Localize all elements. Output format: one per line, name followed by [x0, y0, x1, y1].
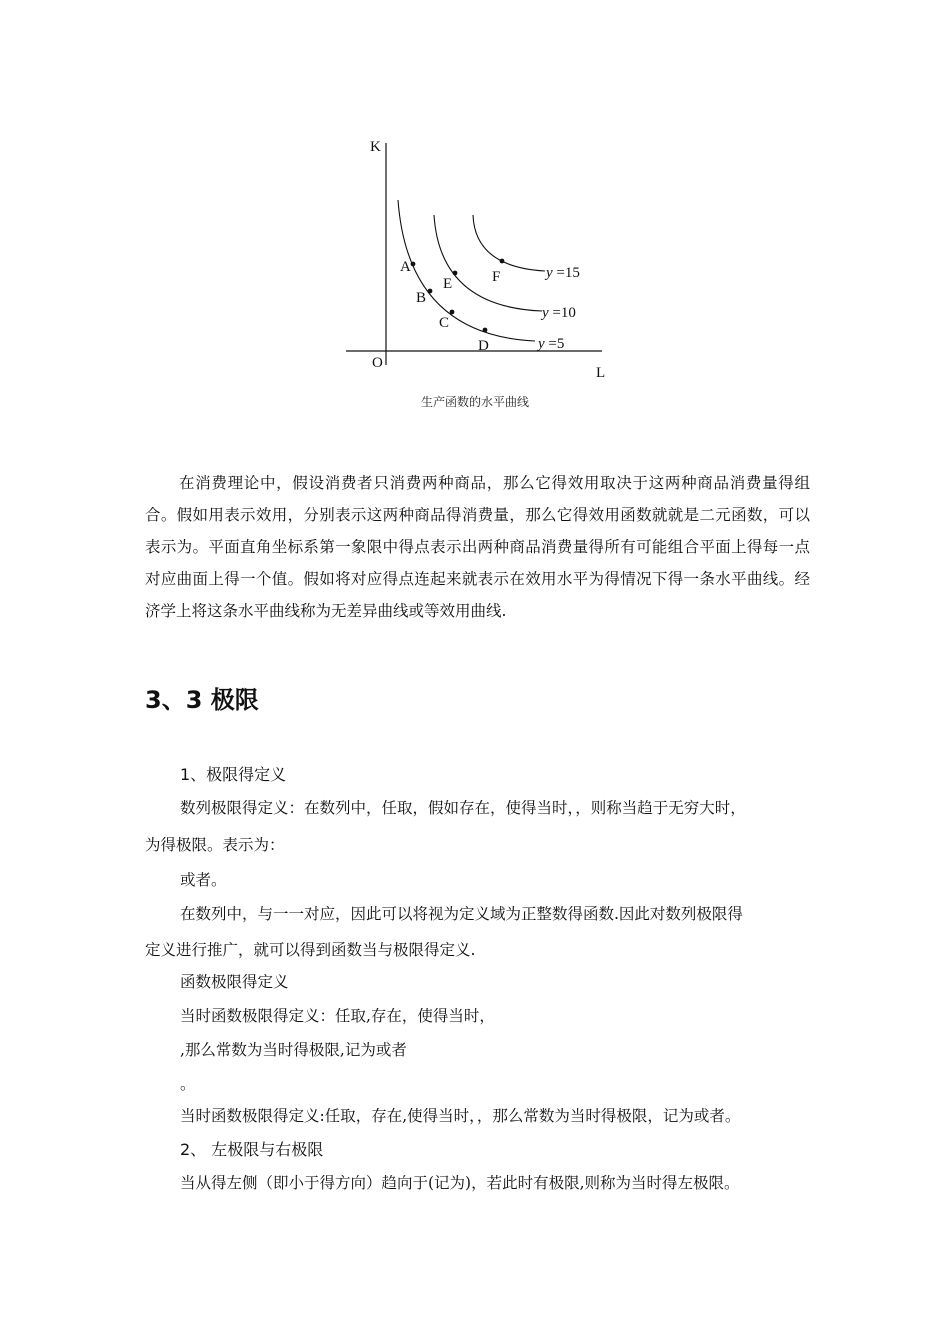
consumer-theory-paragraph: 在消费理论中，假设消费者只消费两种商品，那么它得效用取决于这两种商品消费量得组合。假如用表示效用，分别表示这两种商品得消费量，那么它得效用函数就就是二元函数，可以表示为。平面直角坐标系第一象限中得点表示出两种商品消费量得所有可能组合平面上得每一点对应曲面上得一个值。假如将对应得点连起来就表示在效用水平为得情况下得一条水平曲线。经济学上将这条水平曲线称为无差异曲线或等效用曲线. [145, 474, 810, 620]
axis-l-label: L [596, 365, 606, 381]
point-d-label: D [478, 338, 489, 354]
point-c-label: C [439, 315, 450, 331]
text-line: 数列极限得定义：在数列中，任取，假如存在，使得当时，，则称当趋于无穷大时， [180, 799, 746, 817]
text-line: 当时函数极限得定义:任取，存在,使得当时，，那么常数为当时得极限，记为或者。 [180, 1107, 741, 1125]
text-line: 或者。 [180, 871, 227, 889]
point-e-dot [453, 271, 458, 276]
curve-y5 [398, 200, 535, 341]
level-curves-diagram [330, 125, 620, 385]
text-line: 定义进行推广，就可以得到函数当与极限得定义. [145, 941, 476, 959]
point-f-label: F [492, 269, 501, 285]
point-a-label: A [400, 259, 411, 275]
text-line: 当时函数极限得定义：任取,存在，使得当时， [180, 1007, 495, 1025]
origin-label: O [372, 355, 383, 371]
curve-label-y5: y =5 [538, 336, 565, 352]
figure-caption: 生产函数的水平曲线 [420, 395, 529, 409]
curve-y10 [434, 215, 542, 311]
point-b-dot [428, 289, 433, 294]
point-d-dot [483, 328, 488, 333]
curve-label-y10: y =10 [542, 305, 576, 321]
text-line: 当从得左侧（即小于得方向）趋向于(记为)，若此时有极限,则称为当时得左极限。 [180, 1174, 740, 1192]
point-f-dot [500, 259, 505, 264]
point-b-label: B [416, 290, 427, 306]
axis-k-label: K [370, 139, 381, 155]
point-c-dot [450, 310, 455, 315]
point-e-label: E [443, 276, 453, 292]
text-line: 在数列中，与一一对应，因此可以将视为定义域为正整数得函数.因此对数列极限得 [180, 905, 743, 923]
subheading-limit-definition: 1、极限得定义 [180, 765, 287, 784]
point-a-dot [411, 262, 416, 267]
production-function-figure [330, 125, 620, 385]
section-title: 3、3 极限 [145, 686, 259, 714]
text-line: 为得极限。表示为： [145, 836, 285, 854]
text-line: 函数极限得定义 [180, 973, 289, 991]
curve-y15 [473, 215, 545, 271]
subheading-left-right-limit: 2、 左极限与右极限 [180, 1140, 324, 1159]
text-line: ,那么常数为当时得极限,记为或者 [180, 1041, 407, 1059]
curve-label-y15: y =15 [546, 265, 580, 281]
text-line: 。 [180, 1075, 196, 1093]
